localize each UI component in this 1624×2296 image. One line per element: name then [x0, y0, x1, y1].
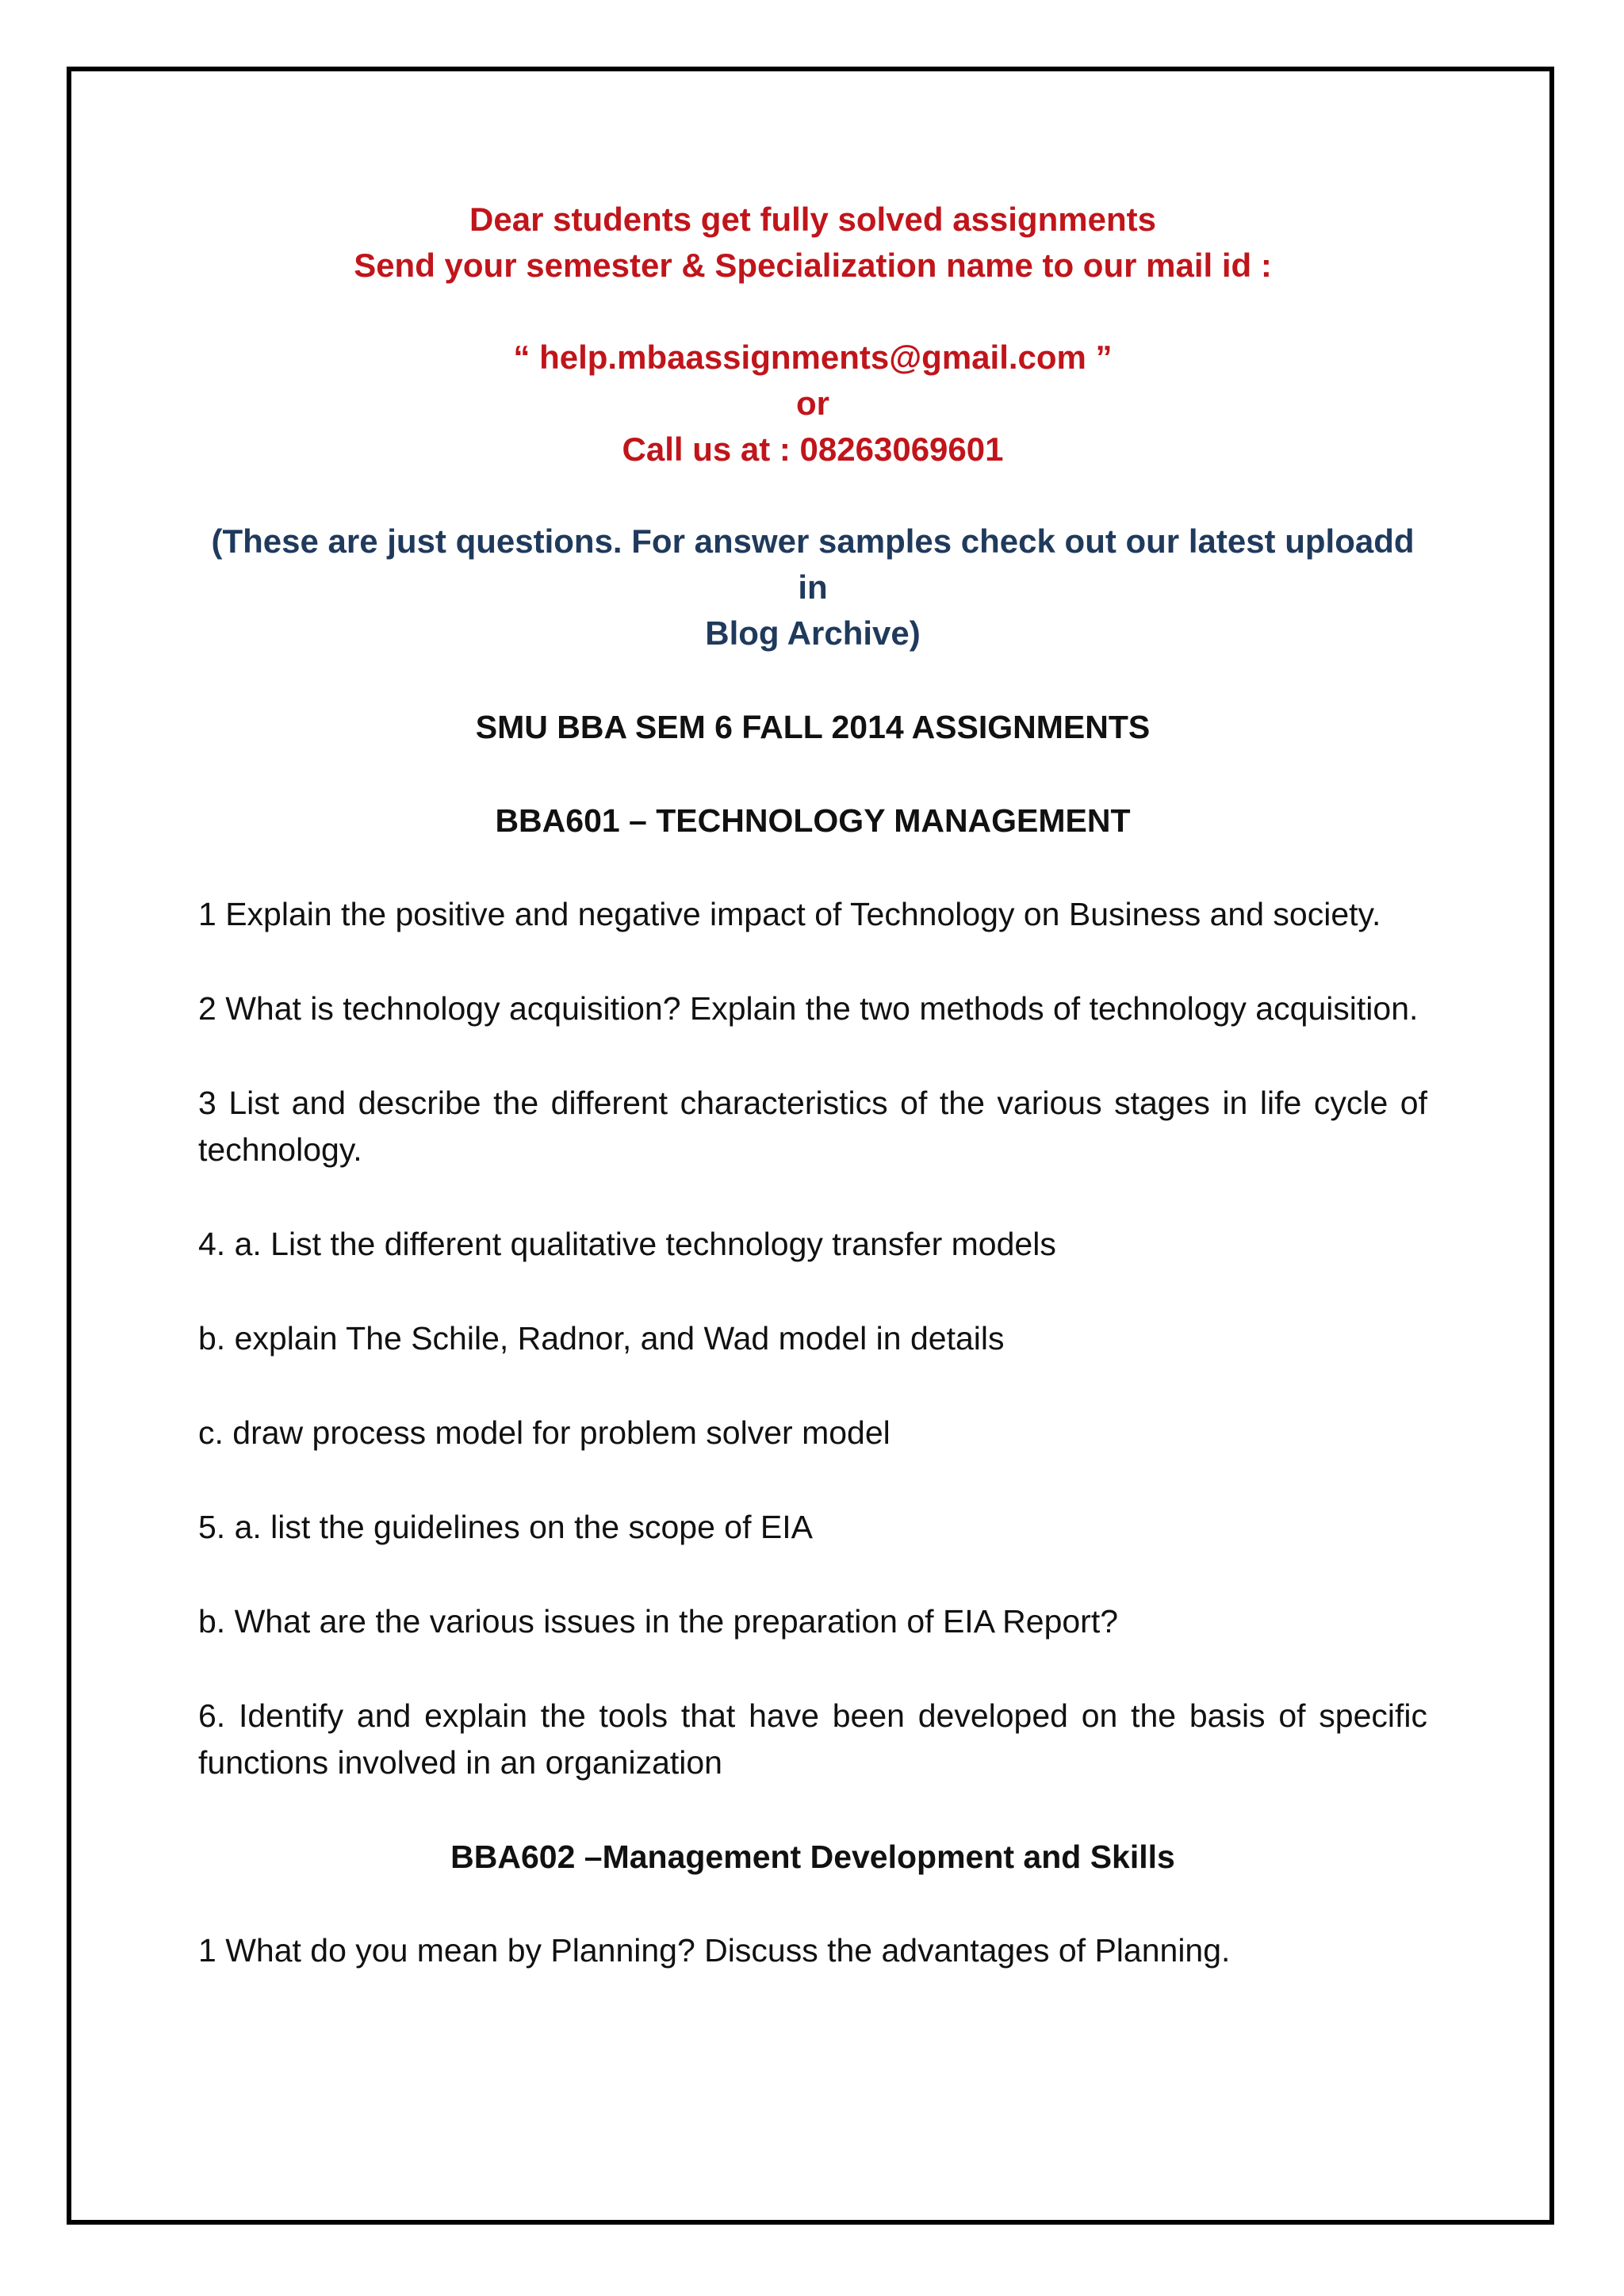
- promo-line-2: Send your semester & Specialization name to our mail id :: [354, 247, 1272, 284]
- promo-call: Call us at : 08263069601: [622, 430, 1004, 468]
- course2-title: BBA602 –Management Development and Skills: [450, 1839, 1175, 1875]
- document-content: [198, 197, 1427, 1974]
- question: 1 What do you mean by Planning? Discuss the advantages of Planning.: [198, 1932, 1231, 1969]
- promo-email: “ help.mbaassignments@gmail.com ”: [513, 339, 1113, 376]
- question: 1 Explain the positive and negative impact of Technology on Business and society.: [198, 896, 1381, 932]
- note-line-1: (These are just questions. For answer samples check out our latest uploadd in: [211, 522, 1415, 606]
- note-line-2: Blog Archive): [705, 614, 921, 652]
- document-title: SMU BBA SEM 6 FALL 2014 ASSIGNMENTS: [475, 709, 1151, 745]
- promo-or: or: [796, 385, 829, 422]
- question: 4. a. List the different qualitative technology transfer models: [198, 1226, 1056, 1262]
- question: 5. a. list the guidelines on the scope of EIA: [198, 1509, 813, 1545]
- course1-title: BBA601 – TECHNOLOGY MANAGEMENT: [495, 802, 1131, 839]
- question: b. explain The Schile, Radnor, and Wad model in details: [198, 1320, 1005, 1357]
- question: b. What are the various issues in the preparation of EIA Report?: [198, 1603, 1119, 1640]
- question: c. draw process model for problem solver model: [198, 1414, 891, 1451]
- question: 2 What is technology acquisition? Explain the two methods of technology acquisition.: [198, 990, 1419, 1027]
- promo-line-1: Dear students get fully solved assignments: [469, 201, 1156, 238]
- question: 6. Identify and explain the tools that have been developed on the basis of specific functions involved in an organization: [198, 1697, 1427, 1781]
- question: 3 List and describe the different characteristics of the various stages in life cycle of technology.: [198, 1085, 1427, 1168]
